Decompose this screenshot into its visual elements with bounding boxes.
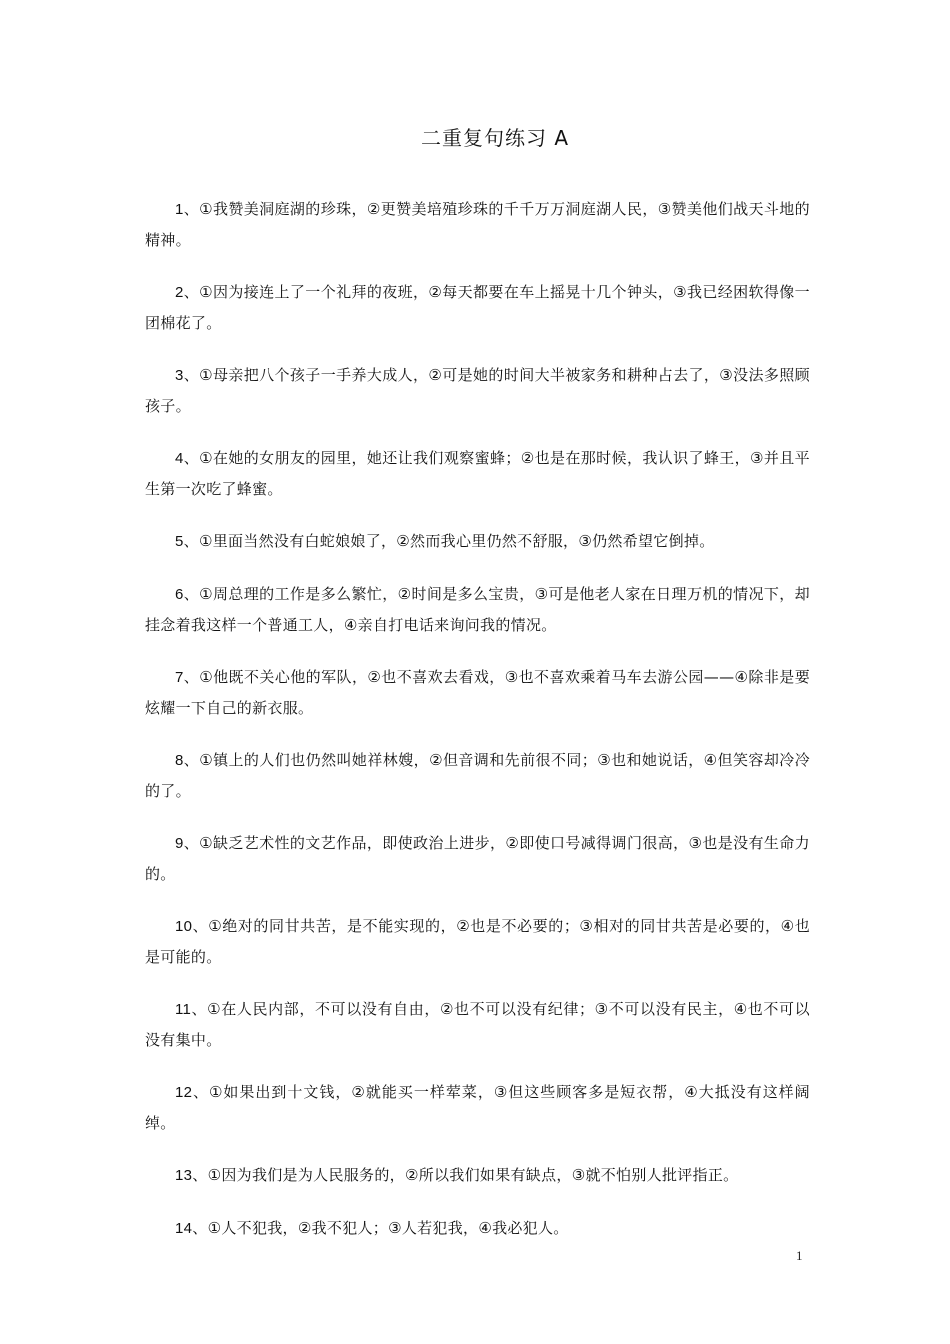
item-number: 7、: [175, 669, 200, 686]
exercise-list: [145, 194, 810, 1266]
item-text: ①绝对的同甘共苦，是不能实现的，②也是不必要的；③相对的同甘共苦是必要的，④也是可能的。: [145, 917, 810, 966]
item-number: 4、: [175, 450, 200, 467]
item-number: 8、: [175, 752, 200, 769]
item-text: ①我赞美洞庭湖的珍珠，②更赞美培殖珍珠的千千万万洞庭湖人民，③赞美他们战天斗地的精神。: [145, 200, 810, 249]
exercise-item: [145, 277, 810, 338]
item-number: 1、: [175, 201, 200, 218]
item-text: ①周总理的工作是多么繁忙，②时间是多么宝贵，③可是他老人家在日理万机的情况下，却挂念着我这样一个普通工人，④亲自打电话来询问我的情况。: [145, 585, 810, 634]
page-title: 二重复句练习 A: [420, 126, 570, 150]
item-number: 13、: [175, 1167, 208, 1184]
exercise-item: [145, 1160, 810, 1191]
exercise-item: [145, 194, 810, 255]
item-text: ①缺乏艺术性的文艺作品，即使政治上进步，②即使口号减得调门很高，③也是没有生命力的。: [145, 834, 810, 883]
item-text: ①镇上的人们也仍然叫她祥林嫂，②但音调和先前很不同；③也和她说话，④但笑容却冷冷的了。: [145, 751, 810, 800]
item-text: ①他既不关心他的军队，②也不喜欢去看戏，③也不喜欢乘着马车去游公园——④除非是要炫耀一下自己的新衣服。: [145, 668, 810, 717]
exercise-item: [145, 1077, 810, 1138]
item-number: 5、: [175, 533, 199, 550]
item-number: 6、: [175, 586, 200, 603]
item-text: ①母亲把八个孩子一手养大成人，②可是她的时间大半被家务和耕种占去了，③没法多照顾孩子。: [145, 366, 810, 415]
exercise-item: [145, 662, 810, 723]
item-number: 14、: [175, 1220, 208, 1237]
item-number: 9、: [175, 835, 200, 852]
item-text: ①如果出到十文钱，②就能买一样荤菜，③但这些顾客多是短衣帮，④大抵没有这样阔绰。: [145, 1083, 810, 1132]
item-number: 12、: [175, 1084, 209, 1101]
item-number: 2、: [175, 284, 200, 301]
exercise-item: [145, 911, 810, 972]
exercise-item: [145, 1213, 810, 1244]
item-number: 10、: [175, 918, 209, 935]
exercise-item: [145, 579, 810, 640]
item-number: 11、: [175, 1001, 208, 1018]
item-text: ①在她的女朋友的园里，她还让我们观察蜜蜂；②也是在那时候，我认识了蜂王，③并且平生第一次吃了蜂蜜。: [145, 449, 810, 498]
item-text: ①在人民内部，不可以没有自由，②也不可以没有纪律；③不可以没有民主，④也不可以没有集中。: [145, 1000, 810, 1049]
item-text: ①因为我们是为人民服务的，②所以我们如果有缺点，③就不怕别人批评指正。: [207, 1166, 739, 1184]
exercise-item: [145, 526, 810, 557]
item-number: 3、: [175, 367, 200, 384]
item-text: ①因为接连上了一个礼拜的夜班，②每天都要在车上摇晃十几个钟头，③我已经困软得像一团棉花了。: [145, 283, 810, 332]
exercise-item: [145, 443, 810, 504]
item-text: ①里面当然没有白蛇娘娘了，②然而我心里仍然不舒服，③仍然希望它倒掉。: [198, 532, 715, 550]
exercise-item: [145, 360, 810, 421]
exercise-item: [145, 994, 810, 1055]
exercise-item: [145, 745, 810, 806]
page-number: 1: [796, 1248, 803, 1263]
exercise-item: [145, 828, 810, 889]
item-text: ①人不犯我，②我不犯人；③人若犯我，④我必犯人。: [207, 1219, 569, 1237]
